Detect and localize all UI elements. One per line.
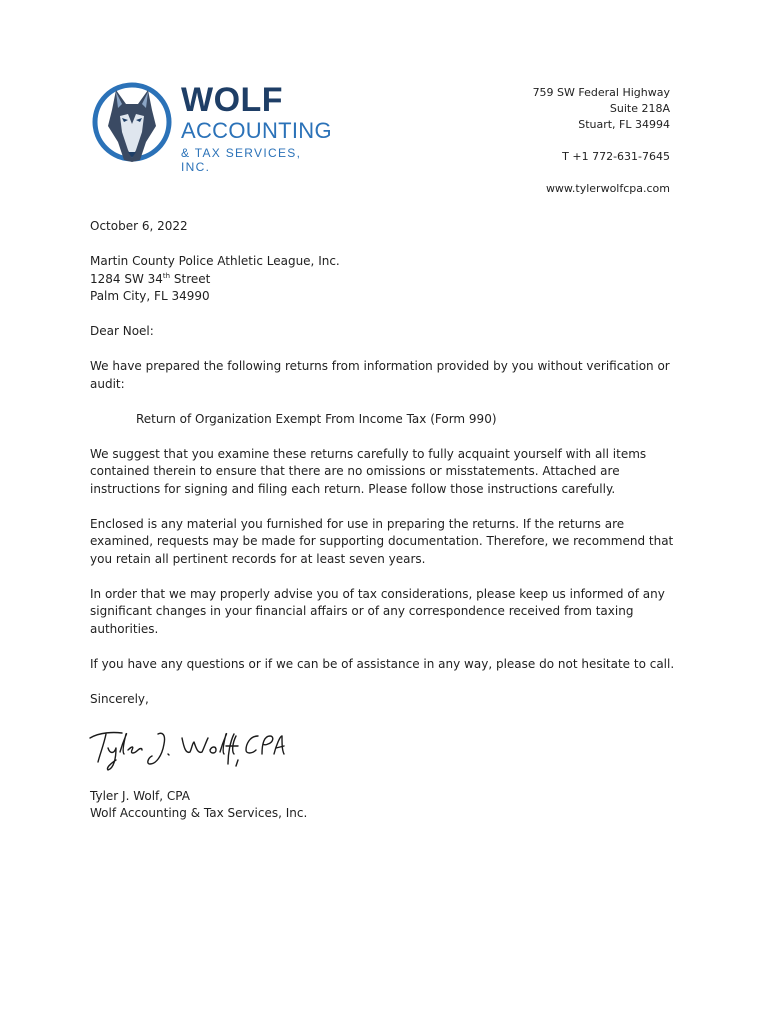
handwritten-signature [90, 726, 690, 774]
address-phone: T +1 772-631-7645 [562, 150, 670, 163]
firm-address [533, 85, 670, 197]
company-logo [92, 80, 332, 174]
returns-item: Return of Organization Exempt From Income Tax (Form 990) [136, 411, 497, 426]
letter-date: October 6, 2022 [90, 219, 188, 233]
address-suite: Suite 218A [609, 102, 670, 115]
address-city: Stuart, FL 34994 [578, 118, 670, 131]
letter-body [90, 218, 690, 840]
brand-tagline: & TAX SERVICES, INC. [181, 146, 302, 174]
recipient-city: Palm City, FL 34990 [90, 289, 210, 303]
signer-block [90, 788, 690, 823]
paragraph-returns-intro: We have prepared the following returns from information provided by you without verification or audit: [90, 359, 670, 391]
recipient-street: 1284 SW 34th Street [90, 271, 211, 286]
brand-subtitle: ACCOUNTING [181, 118, 332, 143]
paragraph-enclosed: Enclosed is any material you furnished for use in preparing the returns. If the returns are examined, requests may be made for supporting documentation. Therefore, we recommend that you retain all pertinent records for at least seven years. [90, 516, 674, 566]
recipient-block [90, 253, 690, 306]
paragraph-advise: In order that we may properly advise you of tax considerations, please keep us informed of any significant changes in your financial affairs or of any correspondence received from taxing authorities. [90, 586, 665, 636]
closing: Sincerely, [90, 691, 149, 706]
wolf-head-icon [92, 80, 176, 168]
salutation: Dear Noel: [90, 324, 154, 338]
signer-firm: Wolf Accounting & Tax Services, Inc. [90, 806, 308, 820]
recipient-name: Martin County Police Athletic League, Inc. [90, 254, 340, 268]
paragraph-examine: We suggest that you examine these returns carefully to fully acquaint yourself with all items contained therein to ensure that there are no omissions or misstatements. Attached are instructions for signing and filing each return. Please follow those instructions carefully. [90, 446, 647, 496]
signer-name: Tyler J. Wolf, CPA [90, 788, 190, 803]
address-street: 759 SW Federal Highway [532, 86, 670, 99]
brand-name: WOLF [181, 81, 284, 119]
paragraph-questions: If you have any questions or if we can be of assistance in any way, please do not hesitate to call. [90, 656, 675, 671]
address-website[interactable]: www.tylerwolfcpa.com [545, 182, 670, 195]
signature-icon [86, 724, 286, 774]
